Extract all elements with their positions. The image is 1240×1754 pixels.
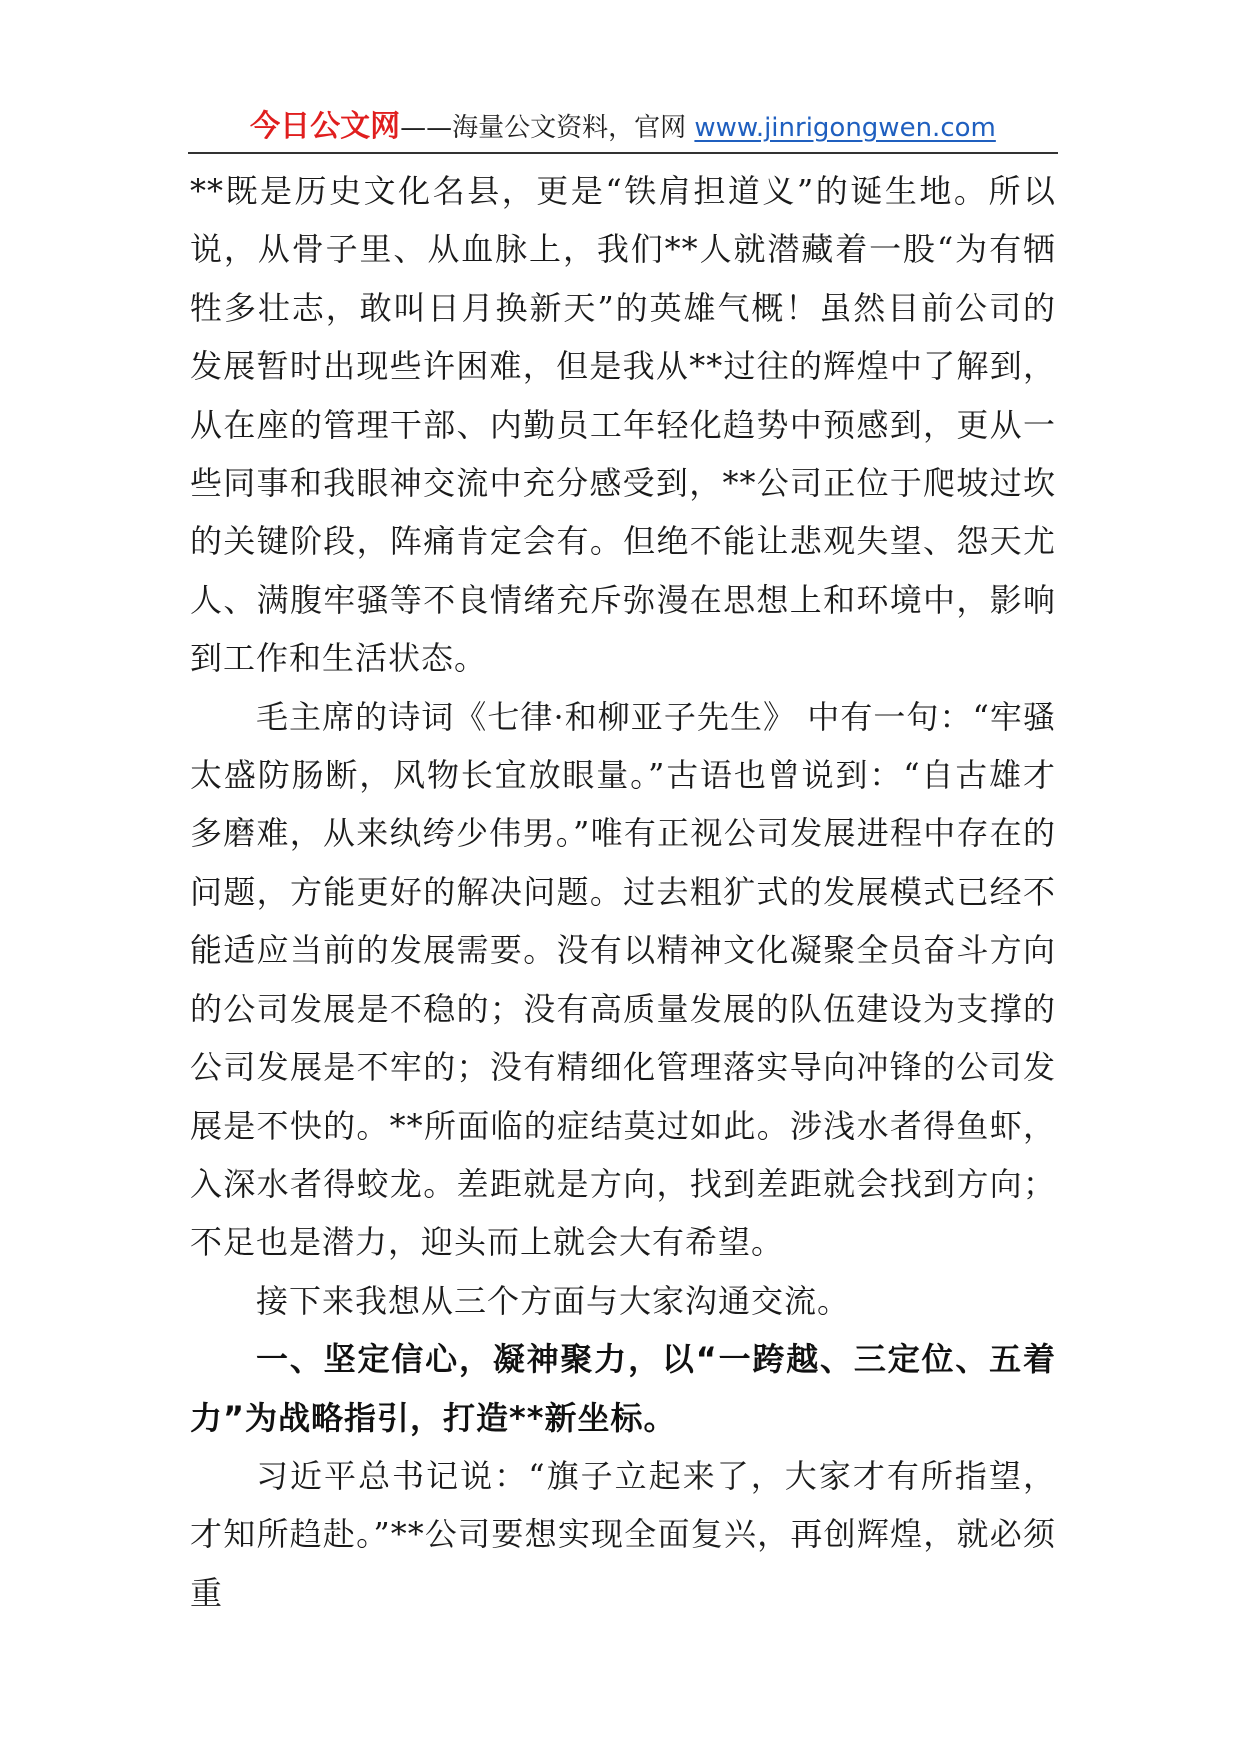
page-header	[188, 104, 1058, 150]
header-dash: ——	[400, 113, 453, 143]
site-brand-name: 今日公文网	[250, 109, 401, 144]
header-tagline: 海量公文资料，官网	[452, 113, 695, 143]
header-divider	[188, 152, 1058, 154]
paragraph-mao-poem: 毛主席的诗词《七律·和柳亚子先生》 中有一句：“牢骚太盛防肠断，风物长宜放眼量。”古语也曾说到：“自古雄才多磨难，从来纨绔少伟男。”唯有正视公司发展进程中存在的问题，方能更好的解决问题。过去粗犷式的发展模式已经不能适应当前的发展需要。没有以精神文化凝聚全员奋斗方向的公司发展是不稳的；没有高质量发展的队伍建设为支撑的公司发展是不牢的；没有精细化管理落实导向冲锋的公司发展是不快的。**所面临的症结莫过如此。涉浅水者得鱼虾，入深水者得蛟龙。差距就是方向，找到差距就会找到方向；不足也是潜力，迎头而上就会大有希望。	[190, 697, 1056, 1262]
section-heading-one: 一、坚定信心，凝神聚力，以“一跨越、三定位、五着力”为战略指引，打造**新坐标。	[190, 1340, 1056, 1437]
paragraph-continuation: **既是历史文化名县，更是“铁肩担道义”的诞生地。所以说，从骨子里、从血脉上，我们**人就潜藏着一股“为有牺牲多壮志，敢叫日月换新天”的英雄气概！虽然目前公司的发展暂时出现些许困难，但是我从**过往的辉煌中了解到，从在座的管理干部、内勤员工年轻化趋势中预感到，更从一些同事和我眼神交流中充分感受到，**公司正位于爬坡过坎的关键阶段，阵痛肯定会有。但绝不能让悲观失望、怨天尤人、满腹牢骚等不良情绪充斥弥漫在思想上和环境中，影响到工作和生活状态。	[190, 172, 1056, 678]
paragraph-transition: 接下来我想从三个方面与大家沟通交流。	[256, 1281, 851, 1320]
document-body	[190, 162, 1056, 1622]
site-url-link[interactable]: www.jinrigongwen.com	[694, 113, 996, 143]
paragraph-xi-quote: 习近平总书记说：“旗子立起来了，大家才有所指望，才知所趋赴。”**公司要想实现全面复兴，再创辉煌，就必须重	[190, 1456, 1056, 1612]
